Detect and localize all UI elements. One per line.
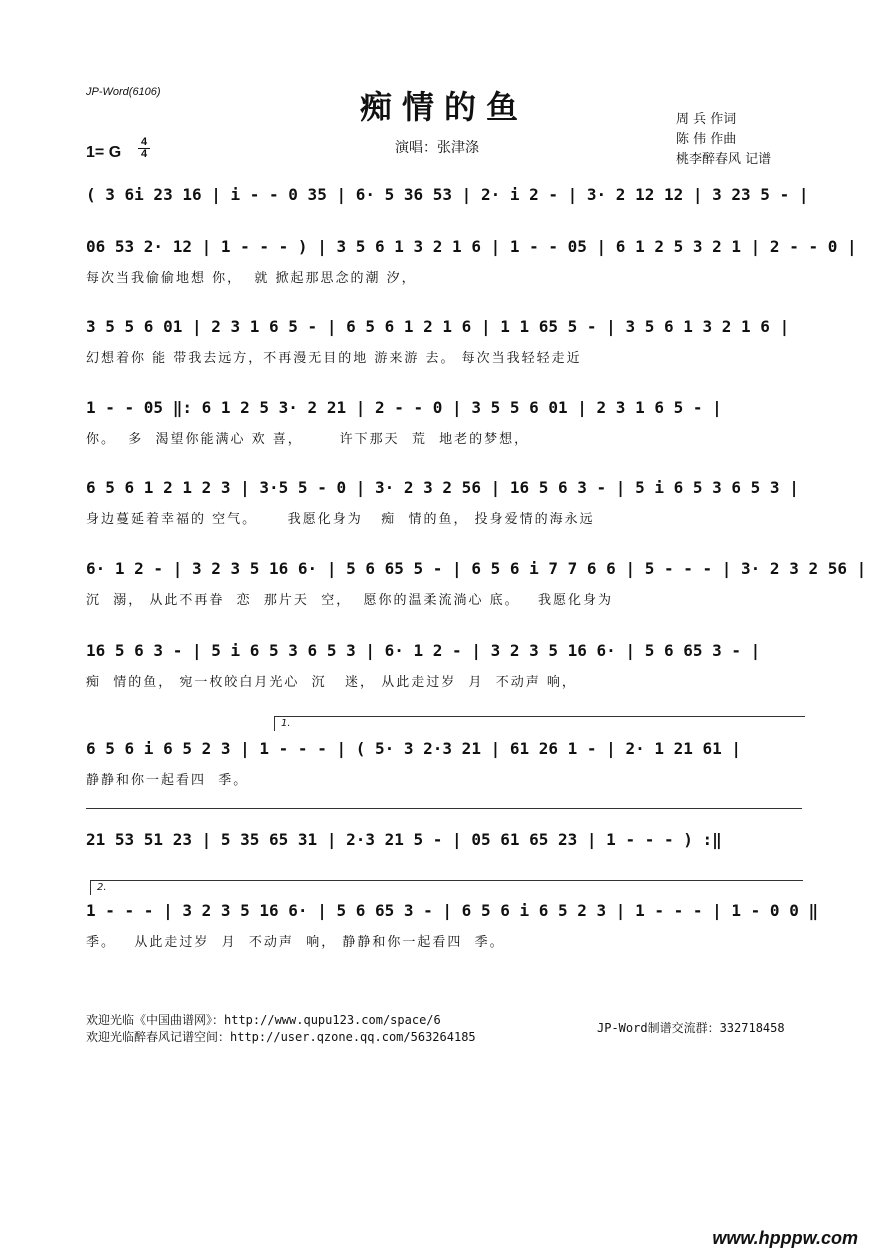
composer-credit: 陈 伟 作曲 xyxy=(676,132,737,147)
software-label: JP-Word(6106) xyxy=(86,86,161,98)
lyrics-line: 季。 从此走过岁 月 不动声 响， 静静和你一起看四 季。 xyxy=(86,935,505,950)
notation-line: 16 5 6 3 - | 5 i 6 5 3 6 5 3 | 6· 1 2 - | 3 2 3 5 16 6· | 5 6 65 3 - | xyxy=(86,641,761,660)
key-signature: 1= G xyxy=(86,144,122,161)
footer-link-qupu[interactable]: 欢迎光临《中国曲谱网》：http://www.qupu123.com/space/6 xyxy=(86,1013,441,1027)
lyrics-line: 痴 情的鱼， 宛一枚皎白月光心 沉 迷， 从此走过岁 月 不动声 响， xyxy=(86,675,577,690)
singer-credit: 演唱：张津涤 xyxy=(395,140,479,156)
notation-line: ( 3 6i 23 16 | i - - 0 35 | 6· 5 36 53 | 2· i 2 - | 3· 2 12 12 | 3 23 5 - | xyxy=(86,185,809,204)
first-ending-bracket xyxy=(274,716,805,731)
footer-group-number: JP-Word制谱交流群：332718458 xyxy=(597,1021,785,1035)
footer-link-qzone[interactable]: 欢迎光临醉春风记谱空间：http://user.qzone.qq.com/563264185 xyxy=(86,1030,476,1044)
lyrics-line: 幻想着你 能 带我去远方，不再漫无目的地 游来游 去。 每次当我轻轻走近 xyxy=(86,351,582,366)
lyrics-line: 每次当我偷偷地想 你， 就 掀起那思念的潮 汐， xyxy=(86,271,417,286)
ending-bracket-continuation xyxy=(86,808,802,809)
time-signature-top: 4 xyxy=(140,136,148,148)
notation-line: 06 53 2· 12 | 1 - - - ) | 3 5 6 1 3 2 1 6 | 1 - - 05 | 6 1 2 5 3 2 1 | 2 - - 0 | xyxy=(86,237,857,256)
notation-line: 1 - - 05 ‖: 6 1 2 5 3· 2 21 | 2 - - 0 | 3 5 5 6 01 | 2 3 1 6 5 - | xyxy=(86,398,722,417)
notation-line: 6 5 6 i 6 5 2 3 | 1 - - - | ( 5· 3 2·3 21 | 61 26 1 - | 2· 1 21 61 | xyxy=(86,739,742,758)
notation-line: 6 5 6 1 2 1 2 3 | 3·5 5 - 0 | 3· 2 3 2 56 | 16 5 6 3 - | 5 i 6 5 3 6 5 3 | xyxy=(86,478,799,497)
site-watermark: www.hpppw.com xyxy=(712,1228,858,1248)
lyrics-line: 静静和你一起看四 季。 xyxy=(86,773,249,788)
time-signature-bottom: 4 xyxy=(140,148,148,160)
notation-line: 6· 1 2 - | 3 2 3 5 16 6· | 5 6 65 5 - | 6 5 6 i 7 7 6 6 | 5 - - - | 3· 2 3 2 56 | xyxy=(86,559,867,578)
lyricist-credit: 周 兵 作词 xyxy=(676,112,737,127)
lyrics-line: 你。 多 渴望你能满心 欢 喜， 许下那天 荒 地老的梦想， xyxy=(86,432,530,447)
notation-line: 1 - - - | 3 2 3 5 16 6· | 5 6 65 3 - | 6 5 6 i 6 5 2 3 | 1 - - - | 1 - 0 0 ‖ xyxy=(86,901,819,920)
second-ending-label: 2. xyxy=(97,882,107,893)
lyrics-line: 沉 溺， 从此不再眷 恋 那片天 空， 愿你的温柔流淌心 底。 我愿化身为 xyxy=(86,593,613,608)
transcriber-credit: 桃李醉春风 记谱 xyxy=(676,152,772,167)
second-ending-bracket xyxy=(90,880,803,895)
lyrics-line: 身边蔓延着幸福的 空气。 我愿化身为 痴 情的鱼， 投身爱情的海永远 xyxy=(86,512,595,527)
first-ending-label: 1. xyxy=(281,718,291,729)
song-title: 痴情的鱼 xyxy=(359,88,528,126)
time-signature xyxy=(138,137,150,160)
notation-line: 21 53 51 23 | 5 35 65 31 | 2·3 21 5 - | 05 61 65 23 | 1 - - - ) :‖ xyxy=(86,830,722,849)
notation-line: 3 5 5 6 01 | 2 3 1 6 5 - | 6 5 6 1 2 1 6 | 1 1 65 5 - | 3 5 6 1 3 2 1 6 | xyxy=(86,317,790,336)
